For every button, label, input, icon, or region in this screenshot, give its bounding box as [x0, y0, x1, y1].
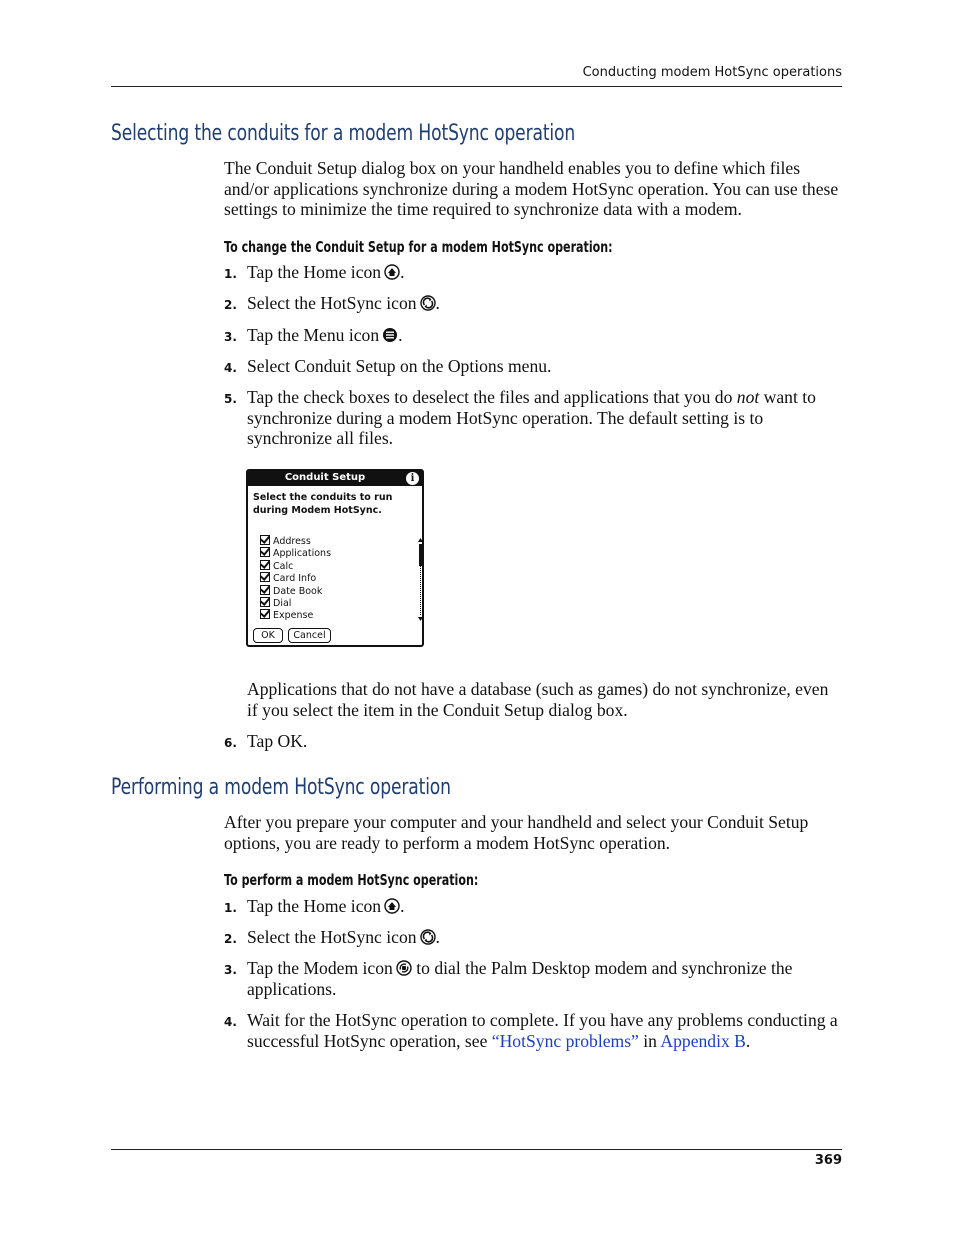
page-number: 369 [814, 1153, 842, 1168]
step-suffix: . [435, 927, 440, 947]
step-1-tap-home [224, 896, 842, 917]
conduit-label: Card Info [273, 573, 317, 585]
note-no-database: Applications that do not have a database (such as games) do not synchronize, even if you select the item in the Conduit Setup dialog box. [247, 679, 829, 720]
checkbox-checked-icon[interactable] [260, 585, 270, 595]
conduit-setup-dialog [246, 469, 424, 647]
step-text: Tap the Home icon [247, 262, 382, 282]
step-text: Select the HotSync icon [247, 927, 417, 947]
step-text: Select the HotSync icon [247, 293, 417, 313]
conduit-label: Applications [273, 548, 332, 560]
step-3-tap-menu [224, 325, 842, 346]
list-item[interactable] [260, 585, 331, 597]
conduit-label: Address [273, 536, 311, 547]
dialog-title-bar [248, 471, 422, 486]
step-number: 6. [224, 736, 237, 750]
step-number: 3. [224, 330, 237, 344]
checkbox-checked-icon[interactable] [260, 597, 270, 607]
step-number: 4. [224, 1015, 237, 1029]
step-number: 1. [224, 267, 237, 281]
step-suffix: . [398, 325, 403, 345]
step-text: Tap the Menu icon [247, 325, 380, 345]
section-heading-performing-hotsync: Performing a modem HotSync operation [111, 775, 451, 800]
list-item[interactable] [260, 535, 331, 547]
dialog-instruction: Select the conduits to run during Modem HotSync. [253, 492, 393, 516]
step-text-end: . [745, 1030, 751, 1051]
step-2-select-hotsync [224, 927, 842, 948]
conduit-list [260, 535, 331, 622]
modem-icon [396, 960, 412, 976]
section1-intro: The Conduit Setup dialog box on your handheld enables you to define which files and/or applications synchronize during a modem HotSync operation. You can use these settings to minimize the time required to synchronize data with a modem. [224, 158, 839, 219]
step-number: 2. [224, 298, 237, 312]
conduit-label: Calc [273, 560, 294, 572]
footer-rule [111, 1149, 842, 1150]
home-icon [384, 264, 400, 280]
list-item[interactable] [260, 547, 331, 559]
step-emphasis: not [736, 387, 760, 407]
step-text-mid: in [638, 1030, 661, 1051]
procedure-title-perform-hotsync: To perform a modem HotSync operation: [224, 871, 479, 889]
link-hotsync-problems[interactable]: “HotSync problems” [491, 1030, 639, 1051]
list-item[interactable] [260, 597, 331, 609]
step-number: 2. [224, 932, 237, 946]
checkbox-checked-icon[interactable] [260, 572, 270, 582]
step-3-tap-modem [224, 958, 842, 999]
checkbox-checked-icon[interactable] [260, 547, 270, 557]
step-text-b: want to synchronize during a modem HotSync operation. The default setting is to synchronize all files. [247, 387, 816, 448]
checkbox-checked-icon[interactable] [260, 609, 270, 619]
checkbox-checked-icon[interactable] [260, 560, 270, 570]
list-item[interactable] [260, 560, 331, 572]
link-appendix-b[interactable]: Appendix B [660, 1030, 746, 1051]
step-6-tap-ok [224, 731, 842, 752]
checkbox-checked-icon[interactable] [260, 535, 270, 545]
list-item[interactable] [260, 572, 331, 584]
step-suffix: . [400, 896, 405, 916]
step-text: Select Conduit Setup on the Options menu. [247, 356, 552, 376]
step-text: Tap OK. [247, 731, 308, 751]
menu-icon [382, 327, 398, 343]
step-text: Wait for the HotSync operation to complete. If you have any problems conducting a successful HotSync operation, see [247, 1010, 838, 1051]
step-number: 5. [224, 392, 237, 406]
conduit-label: Expense [273, 610, 314, 622]
step-suffix: to dial the Palm Desktop modem and synchronize the applications. [247, 958, 793, 999]
section-heading-selecting-conduits: Selecting the conduits for a modem HotSync operation [111, 121, 576, 146]
header-rule [111, 86, 842, 87]
step-text-a: Tap the check boxes to deselect the files and applications that you do [247, 387, 737, 407]
home-icon [384, 898, 400, 914]
step-suffix: . [400, 262, 405, 282]
step-4-wait-complete [224, 1010, 842, 1051]
hotsync-icon [420, 929, 436, 945]
procedure-title-change-conduit: To change the Conduit Setup for a modem HotSync operation: [224, 238, 613, 256]
conduit-label: Date Book [273, 585, 323, 597]
step-text: Tap the Home icon [247, 896, 382, 916]
step-1-tap-home [224, 262, 842, 283]
step-5-tap-checkboxes [224, 387, 842, 449]
dialog-title: Conduit Setup [284, 472, 366, 483]
step-4-select-conduit-setup [224, 356, 842, 377]
cancel-button[interactable]: Cancel [288, 628, 331, 643]
ok-button[interactable]: OK [253, 628, 283, 643]
section2-intro: After you prepare your computer and your handheld and select your Conduit Setup options, you are ready to perform a modem HotSync operation. [224, 812, 809, 853]
list-scrollbar[interactable] [417, 537, 424, 622]
step-number: 1. [224, 901, 237, 915]
step-text: Tap the Modem icon [247, 958, 393, 978]
running-head: Conducting modem HotSync operations [582, 65, 842, 80]
info-icon[interactable]: i [406, 472, 419, 485]
step-2-select-hotsync [224, 293, 842, 314]
step-suffix: . [435, 293, 440, 313]
list-item[interactable] [260, 609, 331, 621]
hotsync-icon [420, 295, 436, 311]
conduit-label: Dial [273, 597, 292, 609]
step-number: 4. [224, 361, 237, 375]
step-number: 3. [224, 963, 237, 977]
